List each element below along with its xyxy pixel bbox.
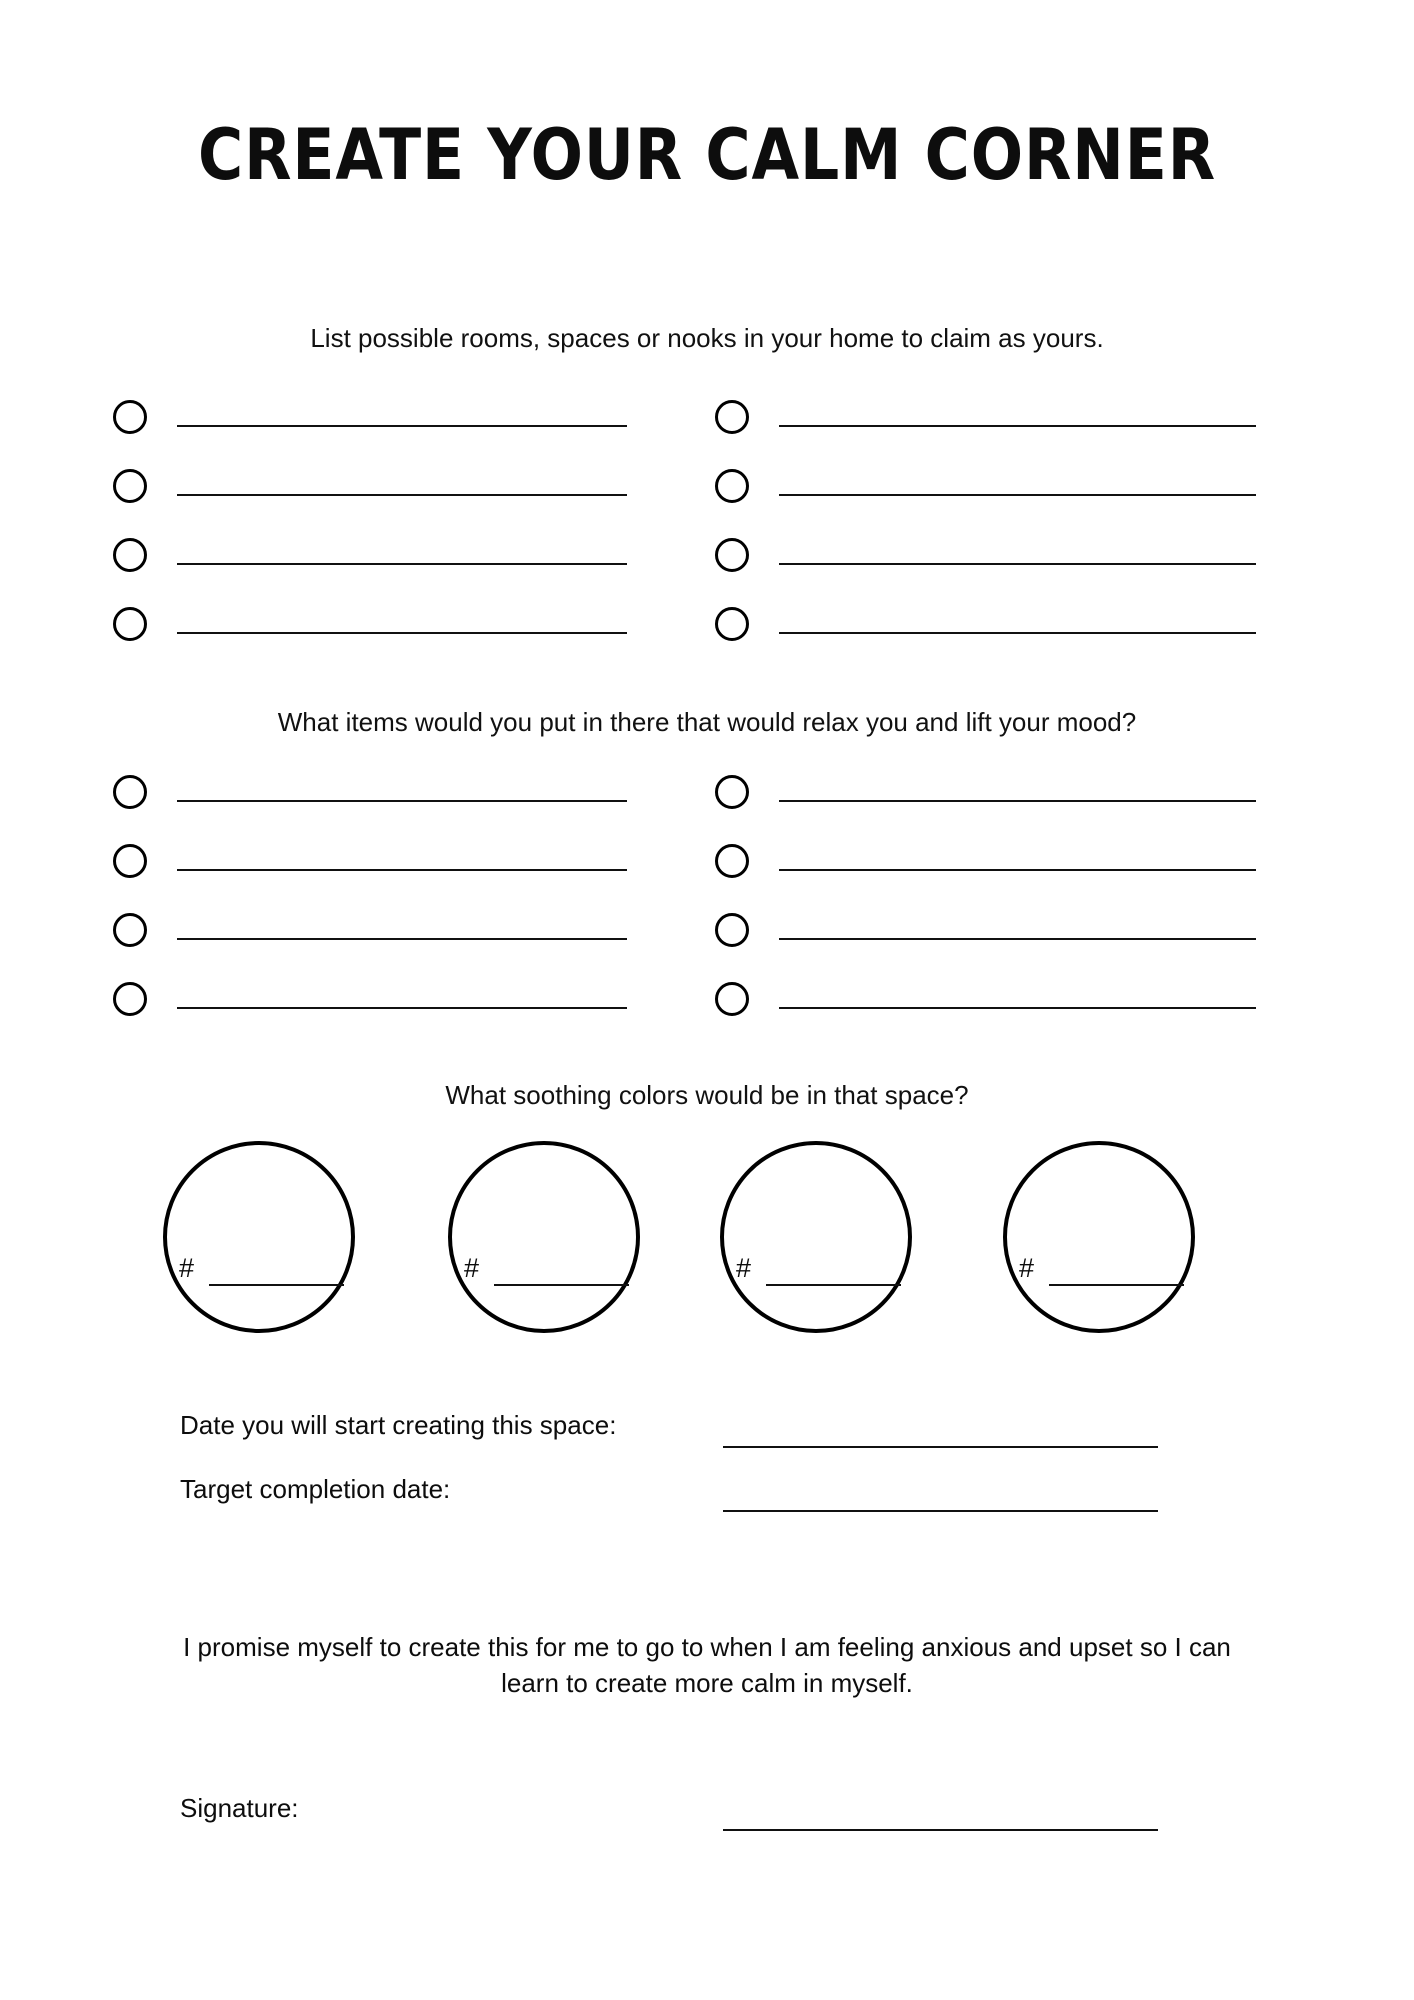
circle-bullet-icon[interactable] (715, 538, 749, 572)
circle-bullet-icon[interactable] (113, 469, 147, 503)
signature-field[interactable] (180, 1793, 1240, 1833)
rooms-left-line-2[interactable] (177, 494, 627, 496)
list-item[interactable] (113, 982, 627, 1016)
items-right-line-4[interactable] (779, 1007, 1256, 1009)
circle-bullet-icon[interactable] (715, 607, 749, 641)
rooms-right-line-1[interactable] (779, 425, 1256, 427)
circle-bullet-icon[interactable] (113, 913, 147, 947)
rooms-right-line-2[interactable] (779, 494, 1256, 496)
circle-bullet-icon[interactable] (715, 400, 749, 434)
list-item[interactable] (113, 607, 627, 641)
items-left-line-2[interactable] (177, 869, 627, 871)
target-date-field[interactable] (180, 1474, 1240, 1514)
rooms-left-line-3[interactable] (177, 563, 627, 565)
page-title: CREATE YOUR CALM CORNER (197, 114, 1217, 196)
target-date-input[interactable] (723, 1510, 1158, 1512)
items-left-line-3[interactable] (177, 938, 627, 940)
circle-bullet-icon[interactable] (113, 982, 147, 1016)
list-item[interactable] (113, 913, 627, 947)
color-swatch-group (0, 1141, 1414, 1331)
color-swatch-circle[interactable] (1003, 1141, 1195, 1333)
list-item[interactable] (715, 538, 1256, 572)
color-hex-input[interactable] (766, 1284, 901, 1286)
color-hex-input[interactable] (209, 1284, 344, 1286)
target-date-label: Target completion date: (180, 1474, 451, 1504)
circle-bullet-icon[interactable] (715, 844, 749, 878)
rooms-prompt: List possible rooms, spaces or nooks in your home to claim as yours. (310, 323, 1104, 353)
list-item[interactable] (113, 469, 627, 503)
items-left-line-1[interactable] (177, 800, 627, 802)
circle-bullet-icon[interactable] (113, 844, 147, 878)
color-swatch-circle[interactable] (720, 1141, 912, 1333)
circle-bullet-icon[interactable] (715, 775, 749, 809)
rooms-left-line-1[interactable] (177, 425, 627, 427)
rooms-left-line-4[interactable] (177, 632, 627, 634)
color-hex-input[interactable] (1049, 1284, 1184, 1286)
hash-label: # (736, 1253, 752, 1283)
circle-bullet-icon[interactable] (113, 538, 147, 572)
items-right-line-3[interactable] (779, 938, 1256, 940)
hash-label: # (464, 1253, 480, 1283)
list-item[interactable] (715, 844, 1256, 878)
circle-bullet-icon[interactable] (715, 913, 749, 947)
start-date-field[interactable] (180, 1410, 1240, 1450)
list-item[interactable] (715, 775, 1256, 809)
list-item[interactable] (113, 844, 627, 878)
hash-label: # (1019, 1253, 1035, 1283)
list-item[interactable] (715, 982, 1256, 1016)
circle-bullet-icon[interactable] (113, 400, 147, 434)
circle-bullet-icon[interactable] (715, 982, 749, 1016)
color-swatch-circle[interactable] (448, 1141, 640, 1333)
start-date-input[interactable] (723, 1446, 1158, 1448)
signature-label: Signature: (180, 1793, 299, 1823)
colors-prompt: What soothing colors would be in that space? (445, 1080, 969, 1110)
promise-text: I promise myself to create this for me to go to when I am feeling anxious and upset so I can learn to create more calm in myself. (183, 1632, 1231, 1698)
hash-label: # (179, 1253, 195, 1283)
rooms-right-line-3[interactable] (779, 563, 1256, 565)
items-right-line-1[interactable] (779, 800, 1256, 802)
list-item[interactable] (715, 400, 1256, 434)
list-item[interactable] (715, 469, 1256, 503)
circle-bullet-icon[interactable] (113, 775, 147, 809)
circle-bullet-icon[interactable] (715, 469, 749, 503)
rooms-right-line-4[interactable] (779, 632, 1256, 634)
list-item[interactable] (113, 775, 627, 809)
color-hex-input[interactable] (494, 1284, 629, 1286)
list-item[interactable] (113, 400, 627, 434)
items-right-line-2[interactable] (779, 869, 1256, 871)
start-date-label: Date you will start creating this space: (180, 1410, 617, 1440)
circle-bullet-icon[interactable] (113, 607, 147, 641)
list-item[interactable] (715, 913, 1256, 947)
list-item[interactable] (113, 538, 627, 572)
list-item[interactable] (715, 607, 1256, 641)
items-prompt: What items would you put in there that would relax you and lift your mood? (277, 707, 1137, 737)
color-swatch-circle[interactable] (163, 1141, 355, 1333)
signature-input[interactable] (723, 1829, 1158, 1831)
items-left-line-4[interactable] (177, 1007, 627, 1009)
